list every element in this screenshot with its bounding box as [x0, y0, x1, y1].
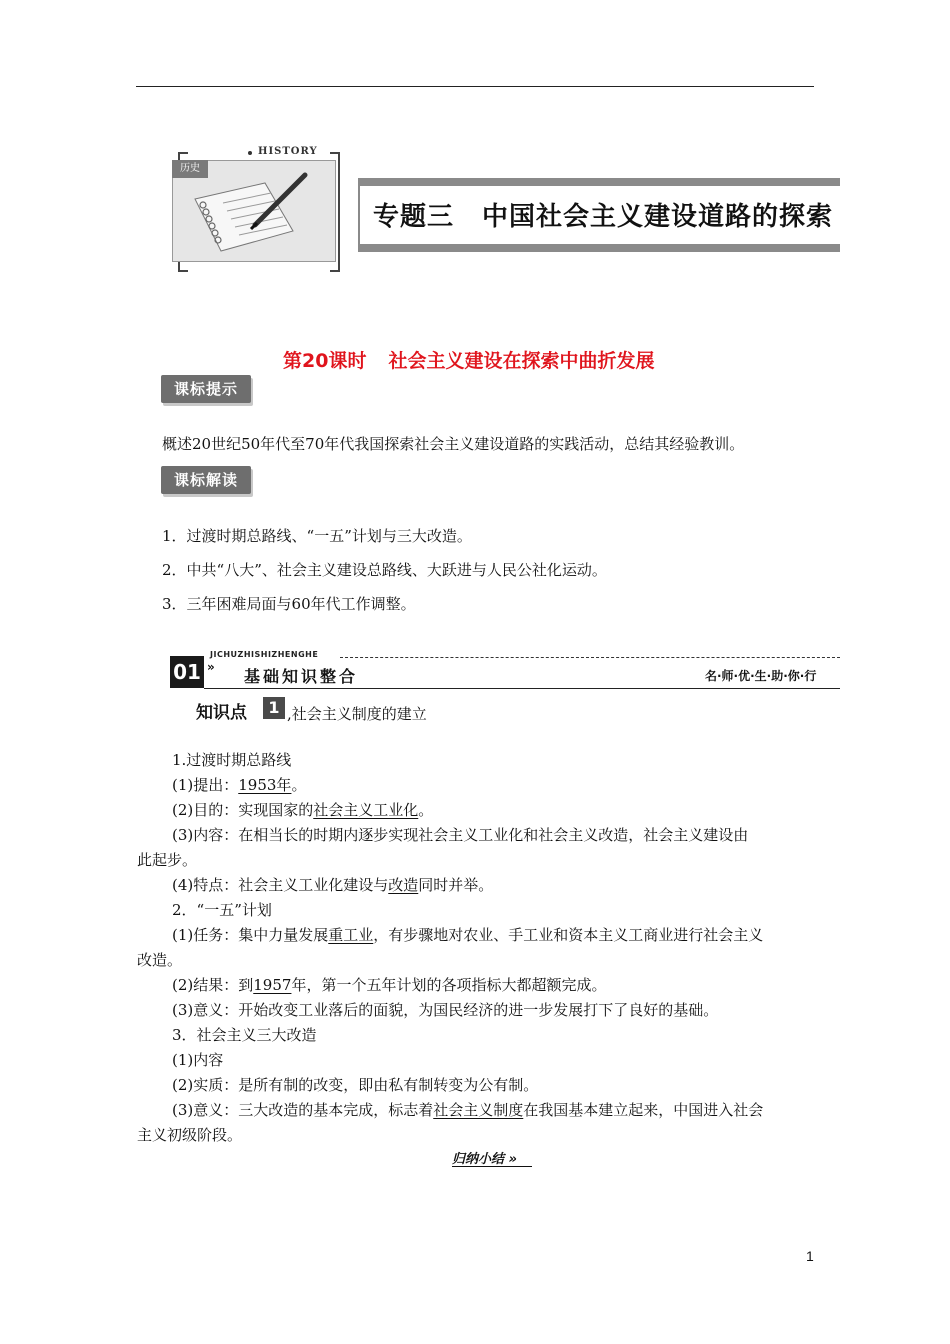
lesson-number: 第20课时 [283, 350, 367, 372]
double-chevron-icon: » [508, 1152, 517, 1167]
content-heading: 1.过渡时期总路线 [172, 751, 292, 769]
kebiao-tishi-label: 课标提示 [161, 375, 251, 403]
section-title: 基础知识整合 [244, 667, 359, 686]
topic-bar-top [358, 178, 840, 186]
content-line: (1)提出：1953年。 [172, 776, 307, 794]
section-motto: 名·师·优·生·助·你·行 [705, 669, 817, 683]
content-line: (2)实质：是所有制的改变，即由私有制转变为公有制。 [172, 1076, 539, 1094]
lesson-name: 社会主义建设在探索中曲折发展 [388, 350, 655, 372]
knowledge-point-title-text: 社会主义制度的建立 [291, 705, 427, 723]
content-line: (3)内容：在相当长的时期内逐步实现社会主义工业化和社会主义改造，社会主义建设由 [172, 826, 749, 844]
topic-title [373, 196, 833, 233]
content-line: (3)意义：三大改造的基本完成，标志着社会主义制度在我国基本建立起来，中国进入社会 [172, 1101, 764, 1119]
jiedu-item: 2．中共“八大”、社会主义建设总路线、大跃进与人民公社化运动。 [162, 561, 607, 579]
summary-underline [452, 1166, 532, 1167]
jiedu-item: 3．三年困难局面与60年代工作调整。 [162, 595, 416, 613]
jiedu-item: 1．过渡时期总路线、“一五”计划与三大改造。 [162, 527, 472, 545]
knowledge-point-title: ,社会主义制度的建立 [287, 705, 427, 723]
topic-number: 专题三 [373, 202, 455, 232]
subject-tag: 历史 [172, 160, 208, 178]
content-line: (2)结果：到1957年，第一个五年计划的各项指标大都超额完成。 [172, 976, 607, 994]
header-rule [136, 86, 814, 87]
section-number: 01 [170, 656, 204, 688]
page-number: 1 [806, 1248, 814, 1264]
topic-name: 中国社会主义建设道路的探索 [482, 202, 834, 232]
content-line: (1)内容 [172, 1051, 224, 1069]
topic-bar-side [358, 178, 360, 252]
tishi-text: 概述20世纪50年代至70年代我国探索社会主义建设道路的实践活动，总结其经验教训。 [162, 435, 745, 453]
summary-heading: 归纳小结 » [452, 1152, 517, 1167]
content-heading: 3．社会主义三大改造 [172, 1026, 317, 1044]
lesson-title [283, 346, 654, 373]
section-pinyin: JICHUZHISHIZHENGHE [210, 650, 319, 659]
knowledge-point-label: 知识点 [196, 703, 247, 723]
section-underline [204, 688, 840, 689]
content-heading: 2．“一五”计划 [172, 901, 272, 919]
bullet-icon [248, 151, 252, 155]
history-label: HISTORY [258, 146, 318, 157]
content-line: 主义初级阶段。 [137, 1126, 243, 1144]
content-line: (4)特点：社会主义工业化建设与改造同时并举。 [172, 876, 494, 894]
content-line: (3)意义：开始改变工业落后的面貌，为国民经济的进一步发展打下了良好的基础。 [172, 1001, 719, 1019]
content-line: 此起步。 [137, 851, 198, 869]
section-dashed-rule [340, 657, 840, 658]
kebiao-jiedu-label: 课标解读 [161, 466, 251, 494]
content-line: (1)任务：集中力量发展重工业，有步骤地对农业、手工业和资本主义工商业进行社会主义 [172, 926, 764, 944]
topic-bar-bottom [358, 244, 840, 252]
content-line: 改造。 [137, 951, 183, 969]
knowledge-point-number: 1 [263, 697, 285, 719]
content-line: (2)目的：实现国家的社会主义工业化。 [172, 801, 434, 819]
double-chevron-icon: » [207, 660, 215, 674]
